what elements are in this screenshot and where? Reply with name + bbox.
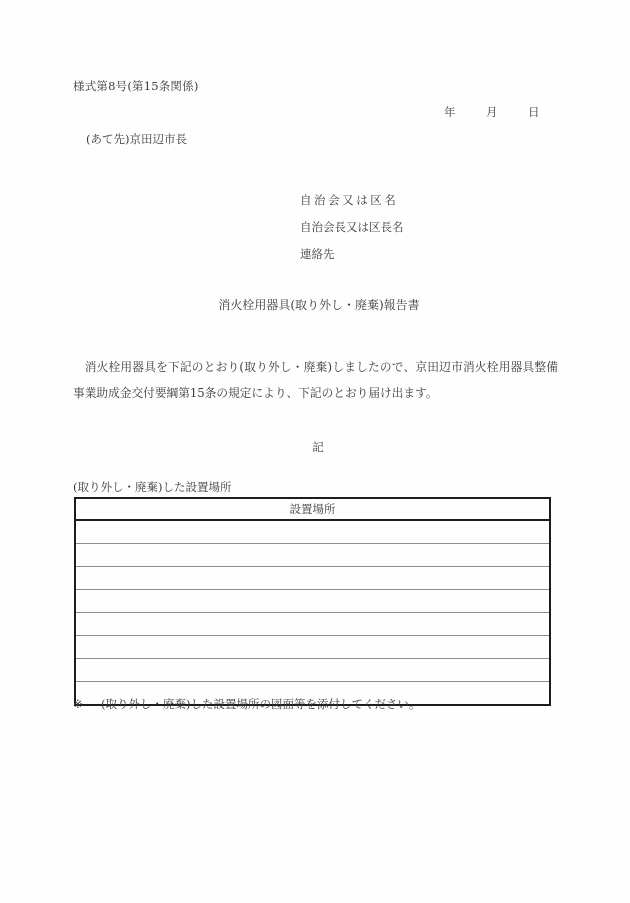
org-head-name-field: 自治会長又は区長名 <box>300 220 404 234</box>
organization-block <box>300 187 404 268</box>
addressee-line: (あて先)京田辺市長 <box>86 132 187 146</box>
table-cell-location[interactable] <box>75 520 550 544</box>
body-paragraph: 消火栓用器具を下記のとおり(取り外し・廃棄)しましたので、京田辺市消火栓用器具整備事業助成金交付要綱第15条の規定により、下記のとおり届け出ます。 <box>73 360 558 400</box>
table-row <box>75 520 550 544</box>
year-label: 年 <box>444 105 456 119</box>
document-title <box>0 296 630 313</box>
table-row <box>75 636 550 659</box>
table-header-row <box>75 498 550 520</box>
document-title-text: 消火栓用器具(取り外し・廃棄)報告書 <box>218 298 420 312</box>
ki-marker <box>0 439 630 455</box>
table-cell-location[interactable] <box>75 590 550 613</box>
table-row <box>75 613 550 636</box>
day-label: 日 <box>528 105 540 119</box>
table-cell-location[interactable] <box>75 544 550 567</box>
month-label: 月 <box>486 105 498 119</box>
table-cell-location[interactable] <box>75 613 550 636</box>
table-row <box>75 567 550 590</box>
table-row <box>75 659 550 682</box>
table-row <box>75 590 550 613</box>
table-label: (取り外し・廃棄)した設置場所 <box>73 480 232 494</box>
table-cell-location[interactable] <box>75 567 550 590</box>
org-name-field: 自治会又は区名 <box>300 193 399 207</box>
installation-location-table <box>74 497 551 706</box>
table-cell-location[interactable] <box>75 659 550 682</box>
footnote-mark-icon: ※ <box>73 697 83 711</box>
table-cell-location[interactable] <box>75 636 550 659</box>
table-header-cell: 設置場所 <box>75 498 550 520</box>
footnote-text: (取り外し・廃棄)した設置場所の図面等を添付してください。 <box>101 697 421 711</box>
table-row <box>75 544 550 567</box>
ki-marker-text: 記 <box>312 440 324 454</box>
form-number: 様式第8号(第15条関係) <box>73 79 199 93</box>
contact-field: 連絡先 <box>300 247 335 261</box>
footnote <box>73 696 420 712</box>
date-line <box>444 104 540 120</box>
